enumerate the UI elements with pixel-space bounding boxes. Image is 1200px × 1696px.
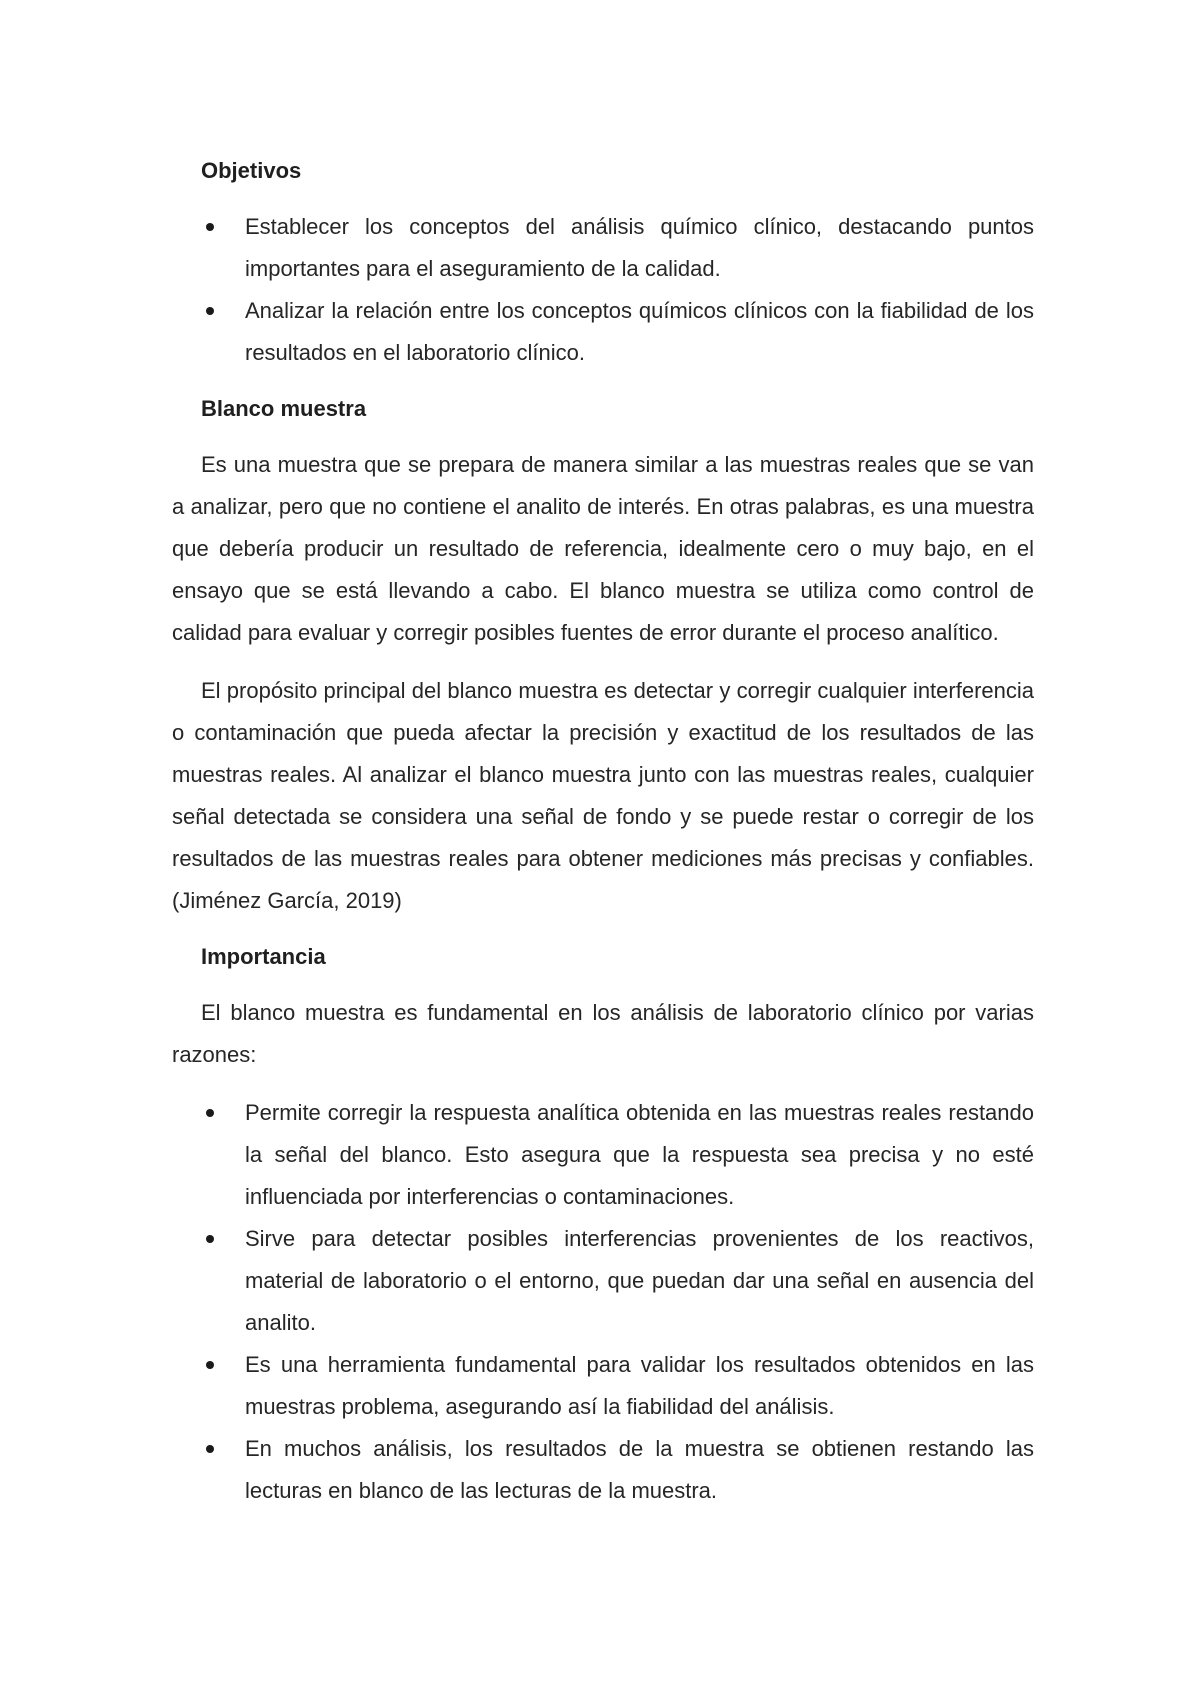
bullet-icon: [206, 307, 214, 315]
list-item: [245, 1092, 1034, 1218]
objetivos-list: [172, 206, 1034, 374]
list-item-text: En muchos análisis, los resultados de la muestra se obtienen restando las lecturas en blanco de las lecturas de la muestra.: [245, 1436, 1034, 1503]
bullet-icon: [206, 1109, 214, 1117]
bullet-icon: [206, 1235, 214, 1243]
document-body: [172, 150, 1034, 1512]
list-item-text: Es una herramienta fundamental para validar los resultados obtenidos en las muestras problema, asegurando así la fiabilidad del análisis.: [245, 1352, 1034, 1419]
list-item: [245, 1344, 1034, 1428]
heading-blanco-muestra: Blanco muestra: [201, 396, 367, 421]
list-item-text: Analizar la relación entre los conceptos químicos clínicos con la fiabilidad de los resultados en el laboratorio clínico.: [245, 298, 1034, 365]
bullet-icon: [206, 1445, 214, 1453]
list-item-text: Permite corregir la respuesta analítica obtenida en las muestras reales restando la señal del blanco. Esto asegura que la respuesta sea precisa y no esté influenciada por interferencias o contaminaciones.: [245, 1100, 1034, 1209]
spacer: [172, 430, 1034, 444]
spacer: [172, 922, 1034, 936]
list-item: [245, 1428, 1034, 1512]
spacer: [172, 654, 1034, 670]
spacer: [172, 1076, 1034, 1092]
heading-importancia: Importancia: [201, 944, 326, 969]
spacer: [172, 374, 1034, 388]
spacer: [172, 192, 1034, 206]
list-item: [245, 206, 1034, 290]
spacer: [172, 978, 1034, 992]
paragraph: El blanco muestra es fundamental en los análisis de laboratorio clínico por varias razones:: [172, 1000, 1034, 1067]
bullet-icon: [206, 1361, 214, 1369]
list-item: [245, 1218, 1034, 1344]
paragraph: Es una muestra que se prepara de manera similar a las muestras reales que se van a analizar, pero que no contiene el analito de interés. En otras palabras, es una muestra que debería producir un resultado de referencia, idealmente cero o muy bajo, en el ensayo que se está llevando a cabo. El blanco muestra se utiliza como control de calidad para evaluar y corregir posibles fuentes de error durante el proceso analítico.: [172, 452, 1034, 645]
list-item: [245, 290, 1034, 374]
list-item-text: Establecer los conceptos del análisis químico clínico, destacando puntos importantes para el aseguramiento de la calidad.: [245, 214, 1034, 281]
paragraph: El propósito principal del blanco muestra es detectar y corregir cualquier interferencia o contaminación que pueda afectar la precisión y exactitud de los resultados de las muestras reales. Al analizar el blanco muestra junto con las muestras reales, cualquier señal detectada se considera una señal de fondo y se puede restar o corregir de los resultados de las muestras reales para obtener mediciones más precisas y confiables. (Jiménez García, 2019): [172, 678, 1034, 913]
heading-objetivos: Objetivos: [201, 158, 302, 183]
bullet-icon: [206, 223, 214, 231]
importancia-list: [172, 1092, 1034, 1512]
list-item-text: Sirve para detectar posibles interferencias provenientes de los reactivos, material de laboratorio o el entorno, que puedan dar una señal en ausencia del analito.: [245, 1226, 1034, 1335]
